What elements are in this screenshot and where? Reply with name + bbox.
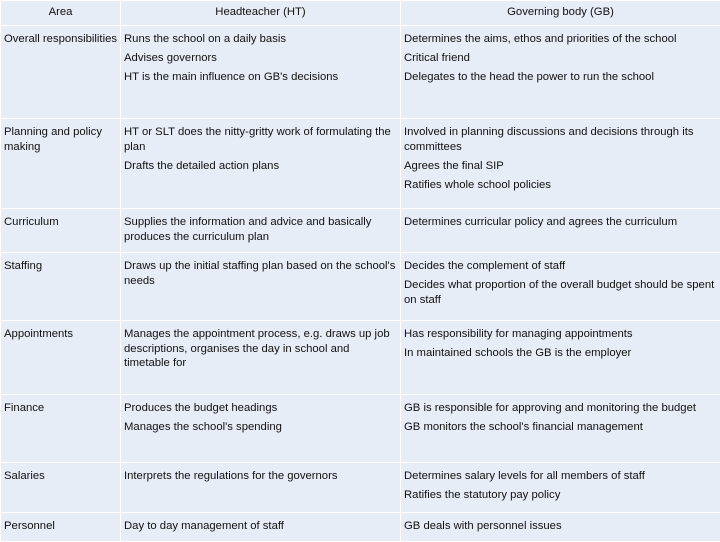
responsibility-item: Day to day management of staff (124, 519, 398, 534)
responsibility-item: Agrees the final SIP (404, 159, 718, 174)
responsibility-item: Advises governors (124, 51, 398, 66)
responsibility-item: Ratifies whole school policies (404, 178, 718, 193)
governing-body-cell (401, 119, 720, 209)
area-cell: Curriculum (1, 209, 121, 253)
table-row (1, 26, 720, 119)
area-cell: Staffing (1, 253, 121, 321)
responsibility-item: Decides what proportion of the overall budget should be spent on staff (404, 278, 718, 307)
responsibility-item: GB monitors the school's financial management (404, 420, 718, 435)
area-cell: Salaries (1, 463, 121, 513)
responsibility-item: Interprets the regulations for the governors (124, 469, 398, 484)
governing-body-cell (401, 253, 720, 321)
headteacher-cell (121, 463, 401, 513)
responsibility-item: Determines the aims, ethos and priorities of the school (404, 32, 718, 47)
responsibility-item: GB deals with personnel issues (404, 519, 718, 534)
headteacher-cell (121, 119, 401, 209)
governing-body-cell (401, 209, 720, 253)
table-row (1, 395, 720, 463)
responsibility-item: HT is the main influence on GB's decisions (124, 70, 398, 85)
responsibility-item: GB is responsible for approving and monitoring the budget (404, 401, 718, 416)
responsibility-item: Decides the complement of staff (404, 259, 718, 274)
governing-body-cell (401, 321, 720, 395)
area-cell: Overall responsibilities (1, 26, 121, 119)
governing-body-cell (401, 513, 720, 542)
responsibility-item: Draws up the initial staffing plan based on the school's needs (124, 259, 398, 288)
table-row (1, 119, 720, 209)
responsibility-item: Runs the school on a daily basis (124, 32, 398, 47)
responsibility-item: Manages the appointment process, e.g. draws up job descriptions, organises the day in school and timetable for (124, 327, 398, 371)
headteacher-cell (121, 253, 401, 321)
table-row (1, 321, 720, 395)
responsibility-item: Drafts the detailed action plans (124, 159, 398, 174)
header-row (1, 1, 720, 26)
headteacher-cell (121, 26, 401, 119)
table-body (1, 26, 720, 542)
headteacher-cell (121, 395, 401, 463)
headteacher-cell (121, 513, 401, 542)
responsibility-item: Delegates to the head the power to run the school (404, 70, 718, 85)
header-governing-body: Governing body (GB) (401, 1, 720, 26)
header-headteacher: Headteacher (HT) (121, 1, 401, 26)
responsibility-item: Ratifies the statutory pay policy (404, 488, 718, 503)
table-row (1, 253, 720, 321)
headteacher-cell (121, 209, 401, 253)
responsibility-item: Has responsibility for managing appointments (404, 327, 718, 342)
governing-body-cell (401, 26, 720, 119)
responsibility-item: Critical friend (404, 51, 718, 66)
area-cell: Finance (1, 395, 121, 463)
responsibility-item: Determines curricular policy and agrees the curriculum (404, 215, 718, 230)
table-row (1, 209, 720, 253)
responsibility-item: Produces the budget headings (124, 401, 398, 416)
area-cell: Appointments (1, 321, 121, 395)
table-row (1, 463, 720, 513)
area-cell: Planning and policy making (1, 119, 121, 209)
governing-body-cell (401, 395, 720, 463)
responsibility-item: Supplies the information and advice and basically produces the curriculum plan (124, 215, 398, 244)
header-area: Area (1, 1, 121, 26)
area-cell: Personnel (1, 513, 121, 542)
governing-body-cell (401, 463, 720, 513)
table-row (1, 513, 720, 542)
responsibility-item: Involved in planning discussions and decisions through its committees (404, 125, 718, 154)
responsibility-item: In maintained schools the GB is the employer (404, 346, 718, 361)
responsibility-item: Determines salary levels for all members of staff (404, 469, 718, 484)
responsibility-item: Manages the school's spending (124, 420, 398, 435)
responsibility-item: HT or SLT does the nitty-gritty work of formulating the plan (124, 125, 398, 154)
headteacher-cell (121, 321, 401, 395)
